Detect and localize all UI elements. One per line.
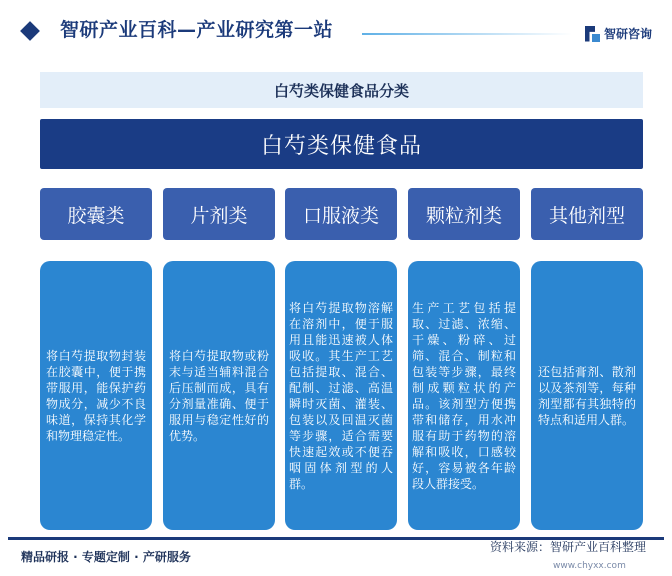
- description-text: 将白芍提取物封装在胶囊中，便于携带服用，能保护药物成分，减少不良味道，保持其化学和物理稳定性。: [46, 348, 146, 443]
- category-other: [531, 188, 643, 240]
- description-text: 生产工艺包括提取、过滤、浓缩、干燥、粉碎、过筛、混合、制粒和包装等步骤，最终制成颗粒状的产品。该剂型方便携带和储存，用水冲服有助于药物的溶解和吸收，口感较好，容易被各年龄段人群接受。: [412, 300, 516, 491]
- header-divider: [362, 33, 572, 35]
- description-granule: [408, 261, 520, 530]
- category-label: 口服液类: [302, 204, 379, 227]
- category-label: 片剂类: [190, 204, 248, 227]
- description-oral-liquid: [285, 261, 397, 530]
- category-granule: [408, 188, 520, 240]
- brand-logo: [585, 25, 652, 42]
- zhiyan-logo-icon: [585, 26, 600, 42]
- description-text: 将白芍提取物溶解在溶剂中，便于服用且能迅速被人体吸收。其生产工艺包括提取、混合、配制、过滤、高温瞬时灭菌、灌装、包装以及回温灭菌等步骤，适合需要快速起效或不便吞咽固体剂型的人群。: [289, 300, 393, 491]
- category-label: 胶囊类: [67, 204, 125, 227]
- website-url: www.chyxx.com: [553, 561, 626, 571]
- category-label: 颗粒剂类: [425, 204, 502, 227]
- category-label: 其他剂型: [548, 204, 625, 227]
- brand-logo-text: 智研咨询: [604, 27, 653, 41]
- category-oral-liquid: [285, 188, 397, 240]
- page-title: 智研产业百科—产业研究第一站: [60, 19, 334, 41]
- category-tablet: [163, 188, 275, 240]
- category-capsule: [40, 188, 152, 240]
- data-source: 资料来源：智研产业百科整理: [490, 540, 647, 554]
- page-header: [0, 0, 672, 62]
- root-node-label: 白芍类保健食品: [260, 133, 422, 159]
- diamond-bullet-icon: [20, 21, 40, 41]
- diagram-subtitle: [40, 72, 643, 108]
- subtitle-text: 白芍类保健食品分类: [273, 81, 409, 100]
- footer-services: 精品研报 · 专题定制 · 产研服务: [21, 550, 191, 564]
- description-other: [531, 261, 643, 530]
- root-node: [40, 119, 643, 169]
- description-capsule: [40, 261, 152, 530]
- description-tablet: [163, 261, 275, 530]
- description-text: 将白芍提取物或粉末与适当辅料混合后压制而成，具有分剂量准确、便于服用与稳定性好的优势。: [169, 348, 269, 443]
- description-text: 还包括膏剂、散剂以及茶剂等，每种剂型都有其独特的特点和适用人群。: [538, 364, 636, 427]
